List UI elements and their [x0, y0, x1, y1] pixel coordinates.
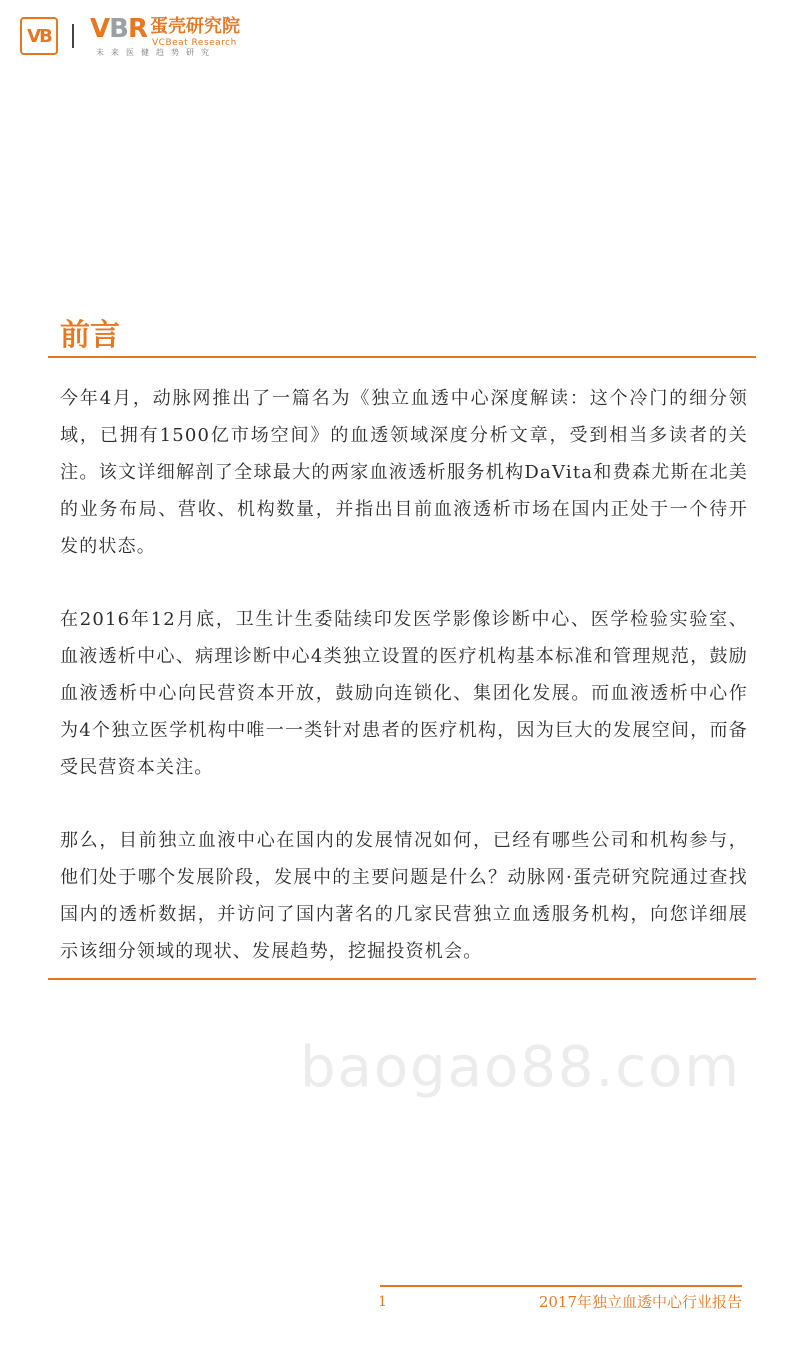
title-underline — [48, 356, 756, 358]
vbr-mark-b: B — [109, 14, 128, 44]
paragraph-1: 今年4月，动脉网推出了一篇名为《独立血透中心深度解读：这个冷门的细分领域，已拥有1500亿市场空间》的血透领域深度分析文章，受到相当多读者的关注。该文详细解剖了全球最大的两家血液透析服务机构DaVita和费森尤斯在北美的业务布局、营收、机构数量，并指出目前血液透析市场在国内正处于一个待开发的状态。 — [60, 388, 748, 557]
vbr-mark — [90, 14, 147, 44]
logo-slogan: 未来医健趋势研究 — [96, 48, 216, 57]
section-end-rule — [48, 978, 756, 980]
footer-rule — [380, 1285, 742, 1287]
paragraph-2: 在2016年12月底，卫生计生委陆续印发医学影像诊断中心、医学检验实验室、血液透析中心、病理诊断中心4类独立设置的医疗机构基本标准和管理规范，鼓励血液透析中心向民营资本开放，鼓励向连锁化、集团化发展。而血液透析中心作为4个独立医学机构中唯一一类针对患者的医疗机构，因为巨大的发展空间，而备受民营资本关注。 — [60, 609, 748, 778]
vbr-mark-r: R — [127, 14, 147, 44]
preface-body — [60, 380, 748, 1006]
section-title: 前言 — [60, 318, 120, 353]
watermark: baogao88.com — [300, 1035, 741, 1100]
logo-english-name: VCBeat Research — [152, 38, 237, 48]
paragraph-3: 那么，目前独立血液中心在国内的发展情况如何，已经有哪些公司和机构参与，他们处于哪个发展阶段，发展中的主要问题是什么？动脉网·蛋壳研究院通过查找国内的透析数据，并访问了国内著名的几家民营独立血透服务机构，向您详细展示该细分领域的现状、发展趋势，挖掘投资机会。 — [60, 830, 748, 962]
footer-report-title: 2017年独立血透中心行业报告 — [538, 1293, 742, 1311]
logo-chinese-name: 蛋壳研究院 — [150, 16, 240, 37]
vb-logo — [20, 17, 58, 55]
vbr-mark-v: V — [90, 14, 110, 44]
vb-logo-text: VB — [27, 25, 51, 47]
header-divider — [72, 24, 74, 48]
page-number: 1 — [378, 1294, 387, 1310]
vcbeat-research-logo — [90, 14, 275, 60]
